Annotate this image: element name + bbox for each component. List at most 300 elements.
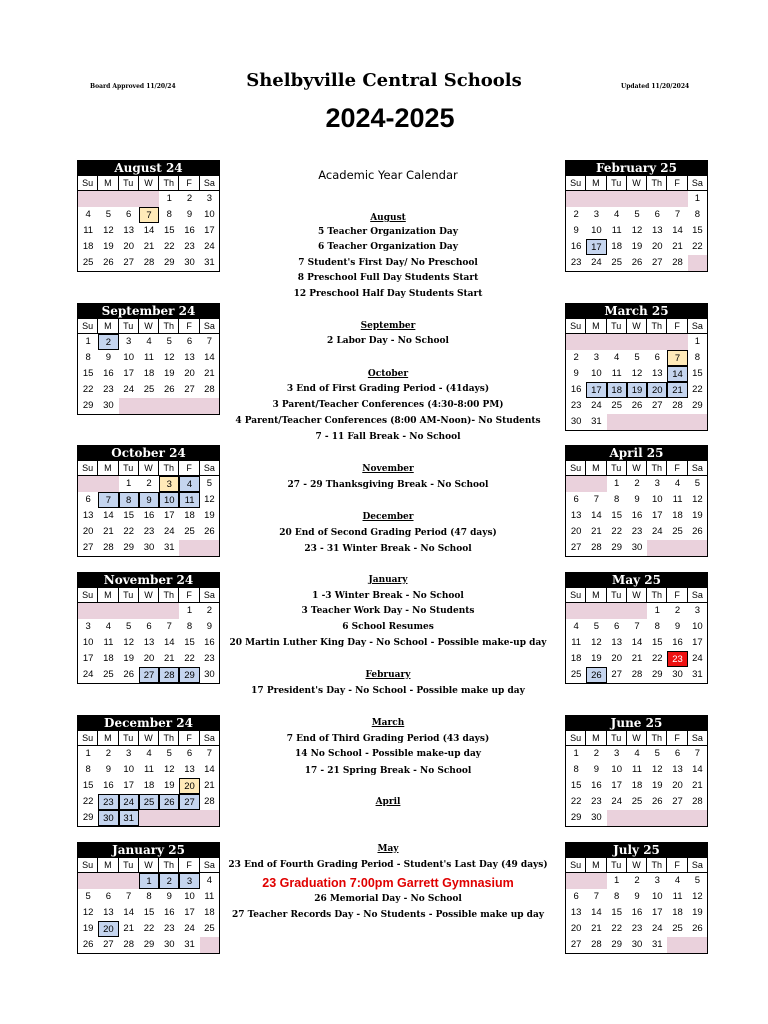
empty-cell (607, 334, 627, 350)
empty-cell (667, 937, 687, 953)
day-cell: 1 (78, 334, 98, 350)
weekday-header: Tu (119, 319, 139, 334)
weekday-header: Tu (607, 176, 627, 191)
day-cell: 8 (179, 619, 199, 635)
month-grid (565, 731, 708, 827)
day-cell: 10 (607, 762, 627, 778)
day-cell: 10 (647, 889, 667, 905)
day-cell: 12 (78, 905, 98, 921)
empty-cell (98, 191, 118, 207)
empty-cell (119, 873, 139, 889)
weekday-header: F (179, 461, 199, 476)
day-cell: 21 (627, 651, 647, 667)
month-grid (77, 588, 220, 684)
board-approved-note: Board Approved 11/20/24 (90, 83, 176, 90)
day-cell: 3 (607, 746, 627, 762)
day-cell: 13 (179, 762, 199, 778)
day-cell: 17 (647, 508, 667, 524)
day-cell: 25 (667, 524, 687, 540)
month-calendar-feb (565, 160, 708, 272)
weekday-header: F (667, 588, 687, 603)
day-cell: 29 (607, 937, 627, 953)
day-cell: 6 (566, 492, 586, 508)
event-month-heading: May (377, 844, 399, 854)
day-cell: 11 (627, 762, 647, 778)
weekday-header: F (179, 858, 199, 873)
day-cell: 26 (647, 794, 667, 810)
empty-cell (78, 603, 98, 619)
day-cell: 30 (159, 937, 179, 953)
day-cell: 26 (119, 667, 139, 683)
event-item: 17 President's Day - No School - Possible make up day (251, 686, 525, 696)
day-cell: 1 (159, 191, 179, 207)
month-grid (565, 858, 708, 954)
weekday-header: Th (647, 319, 667, 334)
day-cell: 3 (586, 350, 606, 366)
event-item: 1 -3 Winter Break - No School (312, 591, 464, 601)
weekday-header: M (586, 319, 606, 334)
day-cell: 13 (647, 366, 667, 382)
day-cell: 16 (139, 508, 159, 524)
day-cell: 5 (627, 207, 647, 223)
day-cell: 17 (200, 223, 220, 239)
day-cell: 22 (607, 524, 627, 540)
day-cell: 15 (159, 223, 179, 239)
day-cell: 5 (586, 619, 606, 635)
day-cell: 9 (586, 762, 606, 778)
day-cell: 1 (607, 476, 627, 492)
event-item: 20 End of Second Grading Period (47 days) (279, 528, 497, 538)
month-grid (565, 176, 708, 272)
day-cell: 2 (139, 476, 159, 492)
day-cell: 12 (688, 492, 708, 508)
day-cell: 27 (179, 382, 199, 398)
weekday-header: Tu (119, 731, 139, 746)
empty-cell (607, 191, 627, 207)
day-cell: 3 (179, 873, 199, 889)
day-cell: 23 (566, 255, 586, 271)
empty-cell (139, 191, 159, 207)
event-item: 6 School Resumes (342, 622, 434, 632)
day-cell: 20 (119, 239, 139, 255)
empty-cell (667, 334, 687, 350)
day-cell: 27 (119, 255, 139, 271)
month-grid (77, 858, 220, 954)
weekday-header: Th (647, 176, 667, 191)
weekday-header: Sa (688, 176, 708, 191)
weekday-header: Tu (607, 461, 627, 476)
empty-cell (667, 810, 687, 826)
day-cell: 26 (627, 255, 647, 271)
day-cell: 23 (98, 794, 118, 810)
day-cell: 13 (179, 350, 199, 366)
day-cell: 10 (586, 366, 606, 382)
weekday-header: Tu (119, 176, 139, 191)
day-cell: 21 (200, 778, 220, 794)
day-cell: 15 (179, 635, 199, 651)
weekday-header: F (667, 176, 687, 191)
day-cell: 16 (586, 778, 606, 794)
day-cell: 6 (566, 889, 586, 905)
day-cell: 20 (566, 524, 586, 540)
day-cell: 23 (566, 398, 586, 414)
day-cell: 18 (139, 366, 159, 382)
weekday-header: M (98, 731, 118, 746)
month-grid (565, 461, 708, 557)
day-cell: 18 (179, 508, 199, 524)
day-cell: 8 (78, 762, 98, 778)
day-cell: 4 (667, 873, 687, 889)
day-cell: 7 (586, 492, 606, 508)
empty-cell (78, 476, 98, 492)
day-cell: 20 (78, 524, 98, 540)
day-cell: 18 (139, 778, 159, 794)
day-cell: 30 (179, 255, 199, 271)
weekday-header: Su (78, 176, 98, 191)
day-cell: 4 (200, 873, 220, 889)
day-cell: 3 (647, 476, 667, 492)
day-cell: 16 (200, 635, 220, 651)
day-cell: 24 (179, 921, 199, 937)
weekday-header: F (179, 588, 199, 603)
day-cell: 5 (78, 889, 98, 905)
empty-cell (667, 191, 687, 207)
day-cell: 12 (586, 635, 606, 651)
day-cell: 23 (179, 239, 199, 255)
day-cell: 26 (586, 667, 606, 683)
day-cell: 11 (667, 492, 687, 508)
month-calendar-oct (77, 445, 220, 557)
empty-cell (586, 191, 606, 207)
day-cell: 23 (586, 794, 606, 810)
day-cell: 26 (688, 524, 708, 540)
month-title: July 25 (565, 842, 708, 858)
weekday-header: Th (647, 731, 667, 746)
empty-cell (627, 191, 647, 207)
weekday-header: Su (566, 176, 586, 191)
weekday-header: Tu (119, 858, 139, 873)
weekday-header: Tu (607, 731, 627, 746)
day-cell: 7 (159, 619, 179, 635)
month-title: February 25 (565, 160, 708, 176)
weekday-header: Su (78, 588, 98, 603)
weekday-header: F (667, 858, 687, 873)
day-cell: 25 (179, 524, 199, 540)
weekday-header: M (586, 858, 606, 873)
day-cell: 29 (607, 540, 627, 556)
weekday-header: Sa (688, 588, 708, 603)
day-cell: 22 (647, 651, 667, 667)
day-cell: 1 (607, 873, 627, 889)
day-cell: 12 (200, 492, 220, 508)
day-cell: 4 (139, 746, 159, 762)
month-grid (77, 319, 220, 415)
month-calendar-dec (77, 715, 220, 827)
weekday-header: F (179, 176, 199, 191)
day-cell: 28 (159, 667, 179, 683)
weekday-header: Th (159, 461, 179, 476)
month-grid (565, 319, 708, 431)
empty-cell (98, 603, 118, 619)
month-grid (565, 588, 708, 684)
day-cell: 3 (688, 603, 708, 619)
day-cell: 11 (78, 223, 98, 239)
empty-cell (119, 398, 139, 414)
weekday-header: W (139, 858, 159, 873)
day-cell: 22 (179, 651, 199, 667)
day-cell: 25 (607, 398, 627, 414)
day-cell: 24 (647, 921, 667, 937)
day-cell: 4 (179, 476, 199, 492)
day-cell: 27 (139, 667, 159, 683)
empty-cell (647, 191, 667, 207)
day-cell: 12 (159, 350, 179, 366)
day-cell: 8 (647, 619, 667, 635)
day-cell: 8 (688, 207, 708, 223)
day-cell: 19 (78, 921, 98, 937)
weekday-header: Su (78, 319, 98, 334)
event-item: 3 Parent/Teacher Conferences (4:30-8:00 PM) (272, 400, 504, 410)
day-cell: 9 (98, 762, 118, 778)
day-cell: 10 (119, 762, 139, 778)
day-cell: 30 (139, 540, 159, 556)
day-cell: 30 (200, 667, 220, 683)
day-cell: 5 (119, 619, 139, 635)
day-cell: 8 (139, 889, 159, 905)
day-cell: 7 (98, 492, 118, 508)
month-calendar-apr (565, 445, 708, 557)
day-cell: 28 (586, 937, 606, 953)
school-year: 2024-2025 (325, 103, 455, 133)
day-cell: 19 (627, 382, 647, 398)
day-cell: 15 (78, 778, 98, 794)
day-cell: 12 (627, 366, 647, 382)
empty-cell (78, 873, 98, 889)
event-month-heading: December (362, 512, 414, 522)
day-cell: 29 (688, 398, 708, 414)
day-cell: 18 (200, 905, 220, 921)
day-cell: 25 (607, 255, 627, 271)
day-cell: 27 (607, 667, 627, 683)
day-cell: 21 (688, 778, 708, 794)
day-cell: 31 (119, 810, 139, 826)
day-cell: 25 (98, 667, 118, 683)
empty-cell (667, 414, 687, 430)
day-cell: 4 (78, 207, 98, 223)
weekday-header: Th (159, 319, 179, 334)
day-cell: 10 (647, 492, 667, 508)
month-title: October 24 (77, 445, 220, 461)
day-cell: 17 (607, 778, 627, 794)
month-calendar-may (565, 572, 708, 684)
day-cell: 11 (139, 762, 159, 778)
weekday-header: Th (159, 731, 179, 746)
day-cell: 6 (78, 492, 98, 508)
day-cell: 9 (98, 350, 118, 366)
updated-note: Updated 11/20/2024 (621, 83, 690, 90)
weekday-header: M (98, 176, 118, 191)
weekday-header: Sa (688, 319, 708, 334)
weekday-header: Su (566, 461, 586, 476)
day-cell: 30 (98, 398, 118, 414)
day-cell: 14 (586, 508, 606, 524)
weekday-header: M (586, 461, 606, 476)
day-cell: 17 (179, 905, 199, 921)
weekday-header: M (98, 319, 118, 334)
day-cell: 29 (647, 667, 667, 683)
month-title: September 24 (77, 303, 220, 319)
day-cell: 19 (159, 366, 179, 382)
empty-cell (566, 191, 586, 207)
day-cell: 28 (139, 255, 159, 271)
day-cell: 5 (98, 207, 118, 223)
weekday-header: W (139, 461, 159, 476)
day-cell: 15 (78, 366, 98, 382)
weekday-header: W (627, 858, 647, 873)
weekday-header: Su (78, 858, 98, 873)
empty-cell (200, 540, 220, 556)
day-cell: 15 (688, 223, 708, 239)
month-title: December 24 (77, 715, 220, 731)
weekday-header: Tu (607, 588, 627, 603)
weekday-header: W (139, 731, 159, 746)
day-cell: 7 (586, 889, 606, 905)
event-month-heading: April (375, 797, 401, 807)
empty-cell (159, 398, 179, 414)
day-cell: 11 (200, 889, 220, 905)
weekday-header: F (667, 319, 687, 334)
day-cell: 5 (647, 746, 667, 762)
day-cell: 4 (667, 476, 687, 492)
empty-cell (647, 334, 667, 350)
day-cell: 2 (586, 746, 606, 762)
weekday-header: Sa (688, 461, 708, 476)
day-cell: 19 (200, 508, 220, 524)
empty-cell (586, 603, 606, 619)
day-cell: 27 (78, 540, 98, 556)
weekday-header: Th (159, 858, 179, 873)
day-cell: 31 (647, 937, 667, 953)
day-cell: 25 (78, 255, 98, 271)
event-month-heading: February (365, 670, 411, 680)
day-cell: 10 (688, 619, 708, 635)
day-cell: 29 (119, 540, 139, 556)
day-cell: 1 (647, 603, 667, 619)
day-cell: 1 (688, 191, 708, 207)
empty-cell (179, 810, 199, 826)
day-cell: 2 (159, 873, 179, 889)
event-month-heading: January (368, 575, 408, 585)
day-cell: 3 (586, 207, 606, 223)
day-cell: 16 (98, 778, 118, 794)
empty-cell (607, 603, 627, 619)
day-cell: 19 (688, 508, 708, 524)
event-item: 7 - 11 Fall Break - No School (315, 432, 461, 442)
day-cell: 20 (179, 778, 199, 794)
event-item: 12 Preschool Half Day Students Start (293, 289, 483, 299)
day-cell: 14 (159, 635, 179, 651)
day-cell: 24 (119, 794, 139, 810)
day-cell: 18 (627, 778, 647, 794)
month-calendar-aug (77, 160, 220, 272)
weekday-header: M (98, 461, 118, 476)
empty-cell (119, 603, 139, 619)
empty-cell (627, 603, 647, 619)
event-month-heading: August (370, 213, 406, 223)
day-cell: 27 (98, 937, 118, 953)
event-item: 7 Student's First Day/ No Preschool (298, 258, 478, 268)
weekday-header: Su (566, 731, 586, 746)
day-cell: 6 (179, 746, 199, 762)
day-cell: 2 (200, 603, 220, 619)
day-cell: 1 (139, 873, 159, 889)
empty-cell (607, 414, 627, 430)
day-cell: 28 (586, 540, 606, 556)
weekday-header: Su (566, 319, 586, 334)
day-cell: 20 (139, 651, 159, 667)
day-cell: 9 (667, 619, 687, 635)
day-cell: 12 (627, 223, 647, 239)
day-cell: 10 (179, 889, 199, 905)
day-cell: 28 (627, 667, 647, 683)
day-cell: 6 (607, 619, 627, 635)
day-cell: 14 (98, 508, 118, 524)
day-cell: 13 (667, 762, 687, 778)
day-cell: 23 (98, 382, 118, 398)
day-cell: 24 (647, 524, 667, 540)
day-cell: 20 (179, 366, 199, 382)
day-cell: 15 (647, 635, 667, 651)
empty-cell (78, 191, 98, 207)
empty-cell (627, 414, 647, 430)
event-item: 8 Preschool Full Day Students Start (297, 273, 479, 283)
day-cell: 26 (159, 794, 179, 810)
day-cell: 14 (119, 905, 139, 921)
day-cell: 25 (139, 382, 159, 398)
weekday-header: Su (78, 731, 98, 746)
day-cell: 5 (159, 334, 179, 350)
event-item: 23 End of Fourth Grading Period - Student's Last Day (49 days) (228, 860, 548, 870)
empty-cell (627, 810, 647, 826)
day-cell: 6 (647, 350, 667, 366)
day-cell: 2 (98, 746, 118, 762)
day-cell: 20 (667, 778, 687, 794)
day-cell: 31 (159, 540, 179, 556)
day-cell: 1 (179, 603, 199, 619)
day-cell: 7 (119, 889, 139, 905)
day-cell: 22 (566, 794, 586, 810)
empty-cell (566, 334, 586, 350)
day-cell: 2 (627, 873, 647, 889)
day-cell: 4 (139, 334, 159, 350)
month-calendar-jan (77, 842, 220, 954)
day-cell: 13 (566, 508, 586, 524)
day-cell: 17 (119, 366, 139, 382)
day-cell: 28 (200, 382, 220, 398)
month-grid (77, 176, 220, 272)
day-cell: 13 (78, 508, 98, 524)
event-item: 2 Labor Day - No School (327, 336, 449, 346)
day-cell: 18 (607, 382, 627, 398)
day-cell: 9 (200, 619, 220, 635)
empty-cell (688, 255, 708, 271)
day-cell: 10 (119, 350, 139, 366)
empty-cell (200, 810, 220, 826)
empty-cell (607, 810, 627, 826)
day-cell: 15 (688, 366, 708, 382)
day-cell: 23 (159, 921, 179, 937)
day-cell: 21 (159, 651, 179, 667)
